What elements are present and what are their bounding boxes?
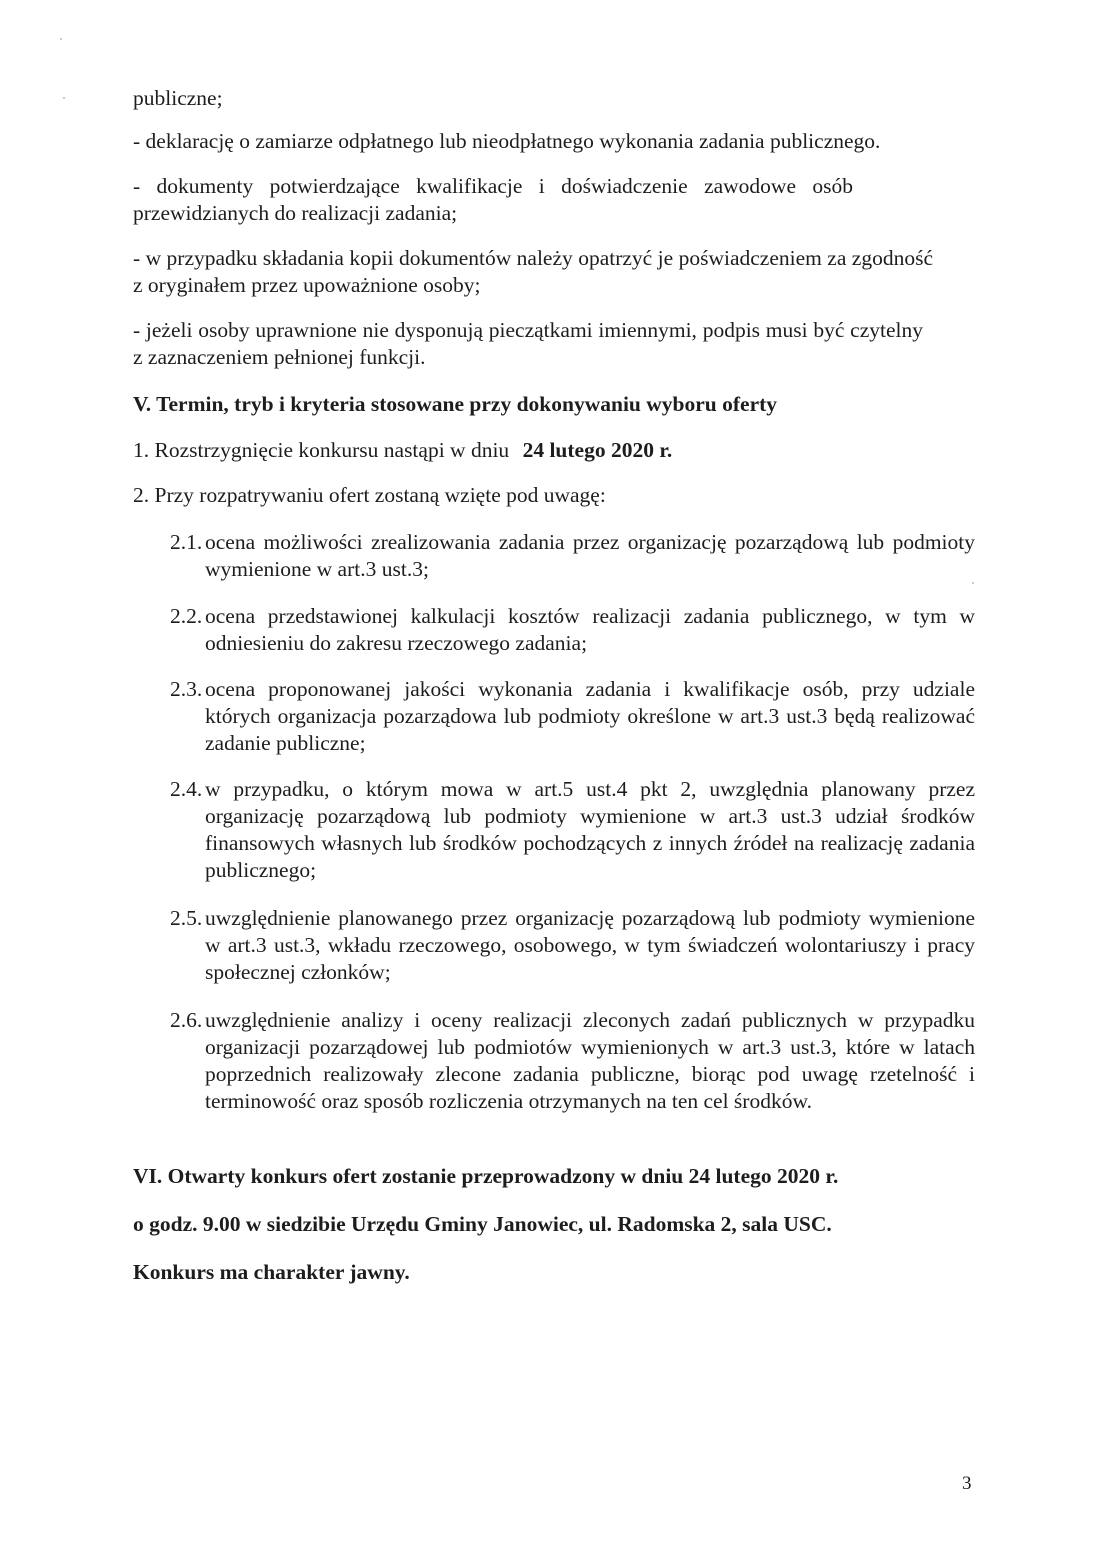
scan-speck	[60, 38, 62, 40]
criteria-item-2-6	[170, 1007, 975, 1115]
section-vi-line-2: o godz. 9.00 w siedzibie Urzędu Gminy Janowiec, ul. Radomska 2, sala USC.	[133, 1212, 832, 1236]
criteria-text: uwzględnienie analizy i oceny realizacji zleconych zadań publicznych w przypadku organizacji pozarządowej lub podmiotów wymienionych w art.3 ust.3, które w latach poprzednich realizowały zlecone zadania publiczne, biorąc pod uwagę rzetelność i terminowość oraz sposób rozliczenia otrzymanych na ten cel środków.	[205, 1008, 975, 1113]
bullet-deklaracja: - deklarację o zamiarze odpłatnego lub nieodpłatnego wykonania zadania publicznego.	[133, 129, 881, 153]
section-vi-line-3: Konkurs ma charakter jawny.	[133, 1260, 410, 1284]
criteria-text: uwzględnienie planowanego przez organizację pozarządową lub podmioty wymienione w art.3 ust.3, wkładu rzeczowego, osobowego, w tym świadczeń wolontariuszy i pracy społecznej członków;	[205, 906, 975, 984]
criteria-number: 2.4.	[170, 777, 203, 801]
criteria-item-2-1	[170, 529, 975, 583]
criteria-number: 2.5.	[170, 906, 203, 930]
criteria-item-2-3	[170, 676, 975, 757]
criteria-text: ocena możliwości zrealizowania zadania przez organizację pozarządową lub podmioty wymienione w art.3 ust.3;	[205, 530, 975, 581]
criteria-item-2-5	[170, 905, 975, 986]
bullet-dokumenty: - dokumenty potwierdzające kwalifikacje i doświadczenie zawodowe osób przewidzianych do realizacji zadania;	[133, 174, 853, 225]
scan-speck	[63, 97, 65, 99]
criteria-number: 2.2.	[170, 604, 203, 628]
page-number: 3	[962, 1473, 972, 1494]
criteria-item-2-2	[170, 603, 975, 657]
section-v-item-2: 2. Przy rozpatrywaniu ofert zostaną wzięte pod uwagę:	[133, 483, 606, 507]
bullet-kopie-dokumentow: - w przypadku składania kopii dokumentów należy opatrzyć je poświadczeniem za zgodność z oryginałem przez upoważnione osoby;	[133, 246, 933, 297]
criteria-number: 2.1.	[170, 530, 203, 554]
section-v-heading: V. Termin, tryb i kryteria stosowane przy dokonywaniu wyboru oferty	[133, 392, 778, 416]
criteria-number: 2.3.	[170, 677, 203, 701]
criteria-item-2-4	[170, 776, 975, 884]
criteria-text: ocena przedstawionej kalkulacji kosztów realizacji zadania publicznego, w tym w odniesieniu do zakresu rzeczowego zadania;	[205, 604, 975, 655]
criteria-text: w przypadku, o którym mowa w art.5 ust.4 pkt 2, uwzględnia planowany przez organizację pozarządową lub podmioty wymienione w art.3 ust.3 udział środków finansowych własnych lub środków pochodzących z innych źródeł na realizację zadania publicznego;	[205, 777, 975, 882]
criteria-text: ocena proponowanej jakości wykonania zadania i kwalifikacje osób, przy udziale których organizacja pozarządowa lub podmioty określone w art.3 ust.3 będą realizować zadanie publiczne;	[205, 677, 975, 755]
section-v-item-1-date: 24 lutego 2020 r.	[522, 438, 673, 462]
bullet-pieczatki: - jeżeli osoby uprawnione nie dysponują pieczątkami imiennymi, podpis musi być czytelny z zaznaczeniem pełnionej funkcji.	[133, 318, 923, 369]
criteria-number: 2.6.	[170, 1008, 203, 1032]
section-vi-line-1: VI. Otwarty konkurs ofert zostanie przeprowadzony w dniu 24 lutego 2020 r.	[133, 1164, 839, 1188]
section-v-item-1	[133, 437, 975, 464]
section-v-item-1-text: 1. Rozstrzygnięcie konkursu nastąpi w dniu	[133, 438, 510, 462]
text-line-publiczne: publiczne;	[133, 86, 223, 110]
